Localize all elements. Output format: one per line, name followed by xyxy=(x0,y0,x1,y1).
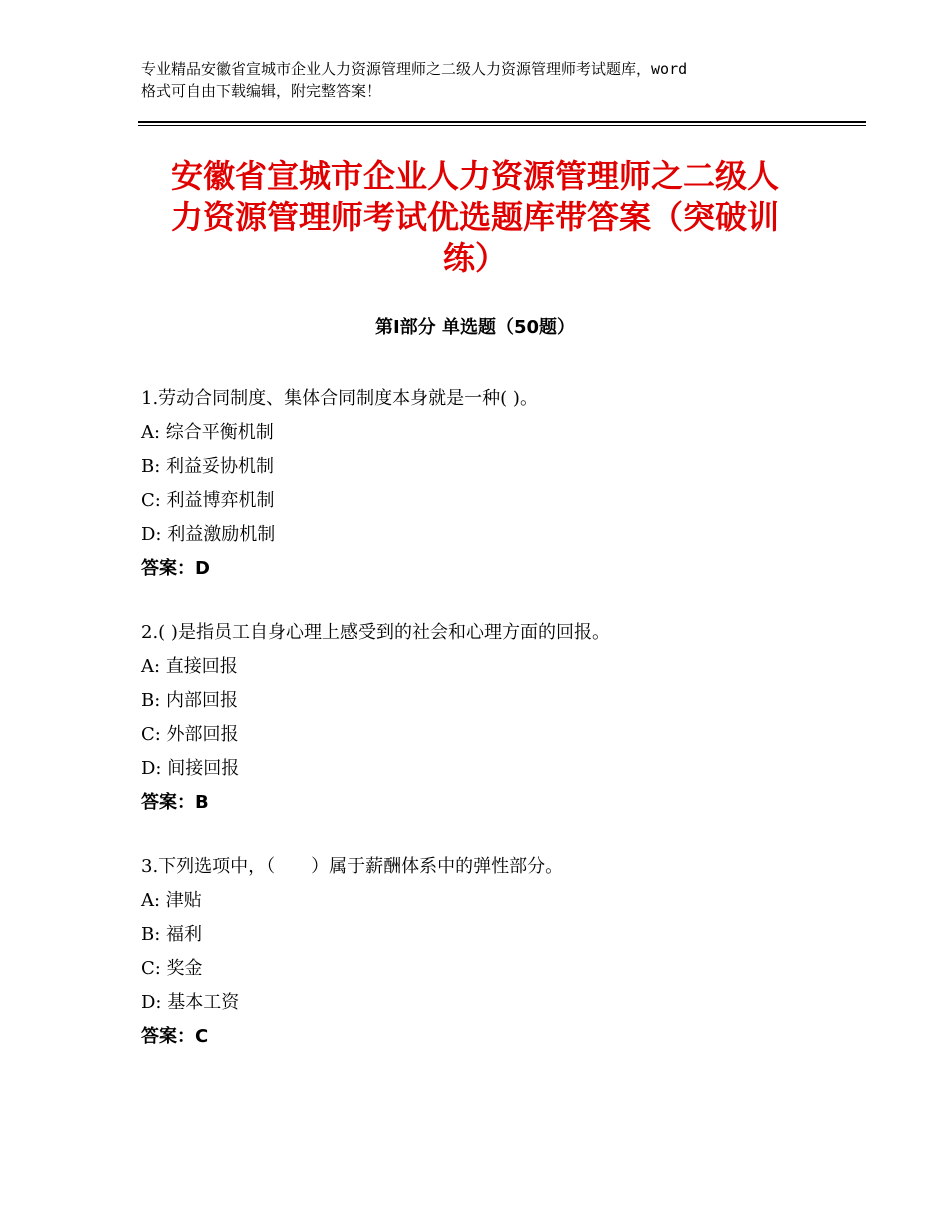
question-3 xyxy=(141,850,841,1054)
option-a: A: 直接回报 xyxy=(141,656,238,677)
question-list xyxy=(141,382,841,1084)
option-c: C: 利益博弈机制 xyxy=(141,490,275,511)
option-b: B: 利益妥协机制 xyxy=(141,456,275,477)
header-divider xyxy=(138,121,866,126)
section-title: 第Ⅰ部分 单选题（50题） xyxy=(374,317,575,338)
option-b: B: 福利 xyxy=(141,924,203,945)
option-d: D: 间接回报 xyxy=(141,758,240,779)
question-stem: 2.( )是指员工自身心理上感受到的社会和心理方面的回报。 xyxy=(141,622,610,643)
question-1 xyxy=(141,382,841,586)
document-title-line-2: 力资源管理师考试优选题库带答案（突破训 xyxy=(170,198,779,236)
header-note-line-2: 格式可自由下载编辑，附完整答案！ xyxy=(141,82,382,100)
answer: 答案：D xyxy=(141,558,210,579)
answer: 答案：B xyxy=(141,792,209,813)
option-c: C: 奖金 xyxy=(141,958,203,979)
document-title-line-1: 安徽省宣城市企业人力资源管理师之二级人 xyxy=(170,157,779,195)
option-a: A: 综合平衡机制 xyxy=(141,422,274,443)
question-2 xyxy=(141,616,841,820)
answer: 答案：C xyxy=(141,1026,209,1047)
option-d: D: 基本工资 xyxy=(141,992,240,1013)
header-note-line-1: 专业精品安徽省宣城市企业人力资源管理师之二级人力资源管理师考试题库，word xyxy=(141,60,688,78)
option-b: B: 内部回报 xyxy=(141,690,239,711)
header-note xyxy=(141,58,831,102)
document-title xyxy=(140,156,810,279)
question-stem: 3.下列选项中，（ ）属于薪酬体系中的弹性部分。 xyxy=(141,856,564,877)
document-title-line-3: 练） xyxy=(442,239,507,277)
option-c: C: 外部回报 xyxy=(141,724,239,745)
option-d: D: 利益激励机制 xyxy=(141,524,276,545)
question-stem: 1.劳动合同制度、集体合同制度本身就是一种( )。 xyxy=(141,388,538,409)
option-a: A: 津贴 xyxy=(141,890,202,911)
